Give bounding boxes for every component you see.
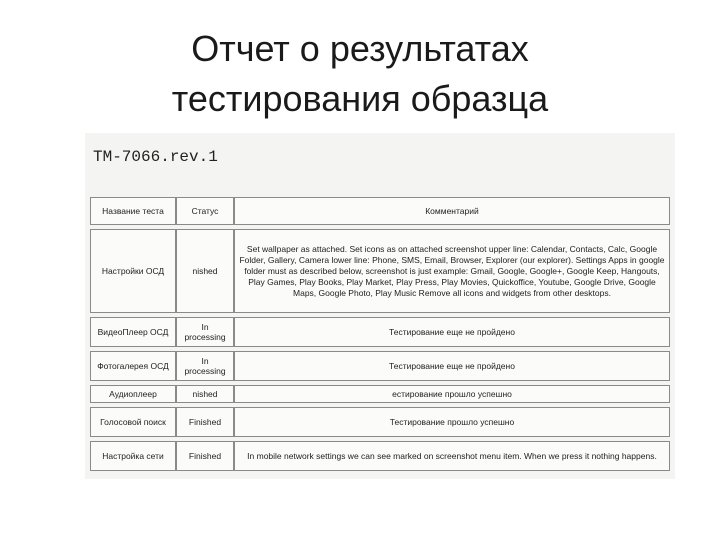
row-status: nished [176, 229, 234, 313]
row-comment: Тестирование прошло успешно [234, 407, 670, 437]
test-report-table [90, 193, 670, 475]
slide-title-line-1: Отчет о результатах [191, 28, 529, 69]
table-header-row [90, 197, 670, 225]
row-status: Finished [176, 441, 234, 471]
row-test-name: Настройки ОСД [90, 229, 176, 313]
table-row [90, 229, 670, 313]
row-test-name: ВидеоПлеер ОСД [90, 317, 176, 347]
row-status: nished [176, 385, 234, 403]
row-comment: естирование прошло успешно [234, 385, 670, 403]
row-comment: In mobile network settings we can see marked on screenshot menu item. When we press it nothing happens. [234, 441, 670, 471]
row-test-name: Фотогалерея ОСД [90, 351, 176, 381]
table-row [90, 441, 670, 471]
row-comment: Set wallpaper as attached. Set icons as on attached screenshot upper line: Calendar, Contacts, Calc, Google Folder, Gallery, Camera lower line: Phone, SMS, Email, Browser, Explorer (our explorer). Settings Apps in google folder must as described below, screenshot is just example: Gmail, Google, Google+, Google Keep, Hangouts, Play Games, Play Books, Play Market, Play Press, Play Movies, Quickoffice, Youtube, Google Drive, Google Maps, Google Photo, Play Music Remove all icons and widgets from other desktops. [234, 229, 670, 313]
table-row [90, 407, 670, 437]
row-test-name: Голосовой поиск [90, 407, 176, 437]
slide-title-line-2: тестирования образца [171, 78, 549, 119]
row-comment: Тестирование еще не пройдено [234, 317, 670, 347]
row-test-name: Аудиоплеер [90, 385, 176, 403]
table-row [90, 351, 670, 381]
row-status: In processing [176, 317, 234, 347]
row-status: In processing [176, 351, 234, 381]
slide-title [0, 24, 720, 124]
table-row [90, 385, 670, 403]
row-status: Finished [176, 407, 234, 437]
header-status: Статус [176, 197, 234, 225]
row-comment: Тестирование еще не пройдено [234, 351, 670, 381]
document-id: TM-7066.rev.1 [93, 148, 218, 166]
header-test-name: Название теста [90, 197, 176, 225]
header-comment: Комментарий [234, 197, 670, 225]
row-test-name: Настройка сети [90, 441, 176, 471]
table-row [90, 317, 670, 347]
